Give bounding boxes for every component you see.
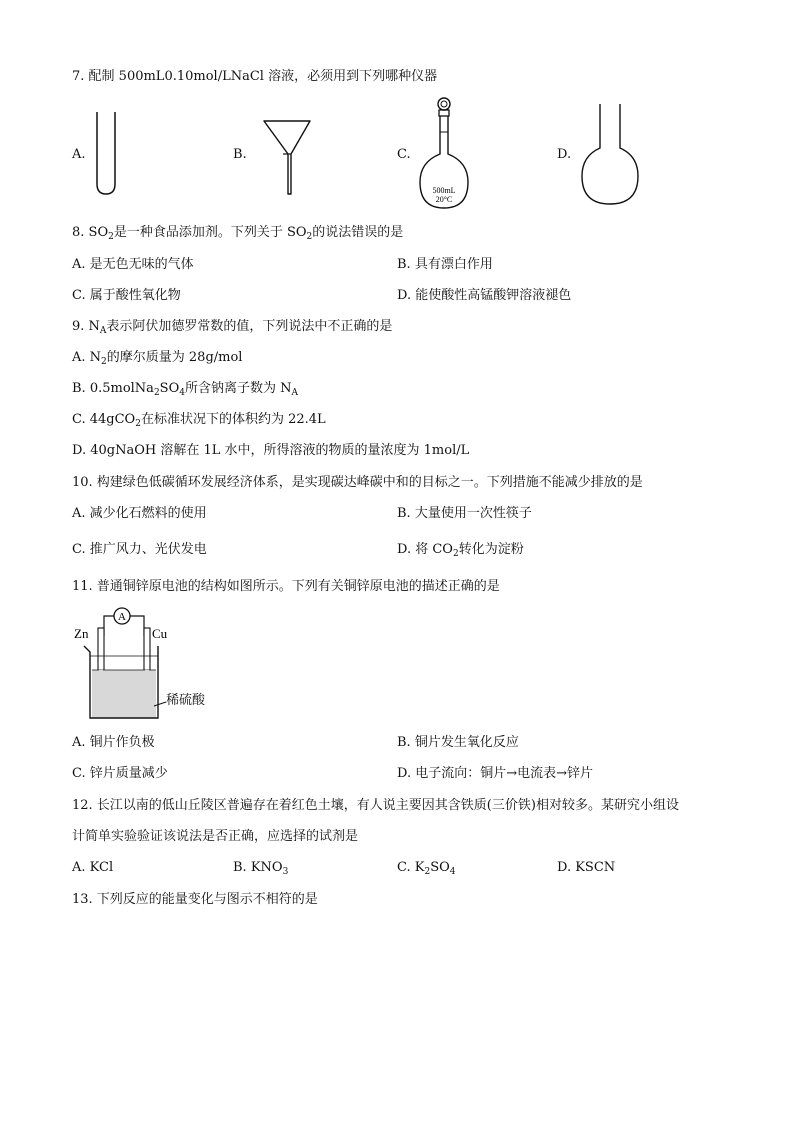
q8-option-b: B. 具有漂白作用	[397, 257, 493, 272]
q12-stem-line2: 计简单实验验证该说法是否正确，应选择的试剂是	[72, 829, 359, 844]
q11-option-a: A. 铜片作负极	[72, 735, 155, 750]
volumetric-flask-image	[416, 96, 472, 212]
q10-option-b: B. 大量使用一次性筷子	[397, 506, 532, 521]
q9-option-c: C. 44gCO$_2$在标准状况下的体积约为 22.4L	[72, 412, 326, 429]
q7-option-d-label: D.	[557, 147, 572, 162]
q13-stem: 13. 下列反应的能量变化与图示不相符的是	[72, 892, 318, 907]
q7-option-c-label: C.	[397, 147, 411, 162]
q7-stem: 7. 配制 500mL0.10mol/LNaCl 溶液，必须用到下列哪种仪器	[72, 69, 438, 84]
flask-temp-text: 20°C	[435, 195, 453, 204]
q7-option-a-label: A.	[72, 147, 86, 162]
q8-option-c: C. 属于酸性氧化物	[72, 288, 181, 303]
q10-option-c: C. 推广风力、光伏发电	[72, 542, 207, 557]
q11-option-d: D. 电子流向：铜片→电流表→锌片	[397, 766, 594, 781]
q12-option-b: B. $KNO_3$	[233, 860, 289, 877]
galvanic-cell-diagram	[70, 602, 230, 726]
acid-label: 稀硫酸	[166, 693, 206, 708]
q12-option-d: D. KSCN	[557, 860, 616, 875]
q10-stem: 10. 构建绿色低碳循环发展经济体系，是实现碳达峰碳中和的目标之一。下列措施不能减少排放的是	[72, 475, 643, 490]
q11-stem: 11. 普通铜锌原电池的结构如图所示。下列有关铜锌原电池的描述正确的是	[72, 579, 500, 594]
q11-option-b: B. 铜片发生氧化反应	[397, 735, 519, 750]
q10-option-d: D. 将 $CO_2$转化为淀粉	[397, 542, 524, 559]
flask-volume-text: 500mL	[432, 186, 456, 195]
q11-option-c: C. 锌片质量减少	[72, 766, 168, 781]
q9-option-b: B. $0.5molNa_2SO_4$所含钠离子数为 $N_A$	[72, 381, 298, 398]
q12-option-c: C. $K_2SO_4$	[397, 860, 456, 877]
q12-option-a: A. KCl	[72, 860, 114, 875]
q9-stem: 9. $N_A$表示阿伏加德罗常数的值，下列说法中不正确的是	[72, 319, 393, 336]
test-tube-image	[92, 110, 120, 196]
q8-stem: 8. $SO_2$是一种食品添加剂。下列关于 $SO_2$的说法错误的是	[72, 225, 404, 242]
q9-option-a: A. $N_2$的摩尔质量为 28g/mol	[72, 350, 243, 367]
q8-option-d: D. 能使酸性高锰酸钾溶液褪色	[397, 288, 572, 303]
cu-label: Cu	[152, 626, 168, 641]
q10-option-a: A. 减少化石燃料的使用	[72, 506, 207, 521]
funnel-image	[262, 118, 312, 196]
q9-option-d: D. 40gNaOH 溶解在 1L 水中，所得溶液的物质的量浓度为 1mol/L	[72, 443, 470, 458]
q7-option-b-label: B.	[233, 147, 247, 162]
ammeter-label: A	[118, 611, 126, 623]
zn-label: Zn	[74, 626, 89, 641]
round-flask-image	[580, 102, 640, 206]
q12-stem-line1: 12. 长江以南的低山丘陵区普遍存在着红色土壤，有人说主要因其含铁质(三价铁)相对较多。某研究小组设	[72, 798, 679, 813]
q8-option-a: A. 是无色无味的气体	[72, 257, 194, 272]
